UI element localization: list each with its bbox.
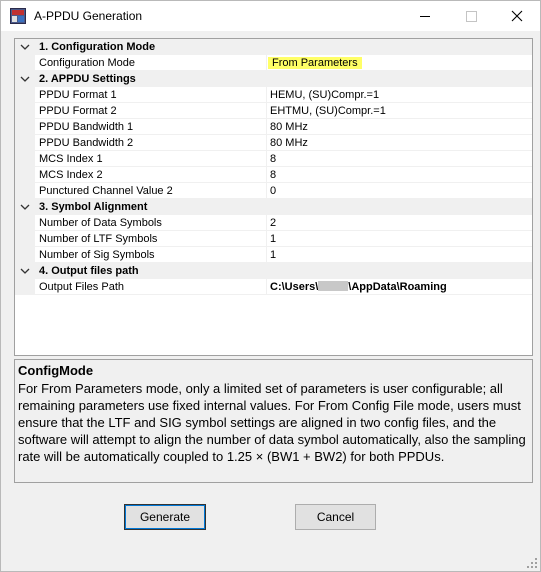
chevron-down-icon[interactable]	[19, 263, 31, 279]
property-value-text: 8	[270, 153, 277, 165]
category-label: 3. Symbol Alignment	[39, 201, 148, 213]
property-row[interactable]	[15, 87, 533, 103]
property-value[interactable]	[270, 183, 276, 199]
category-row[interactable]	[15, 199, 533, 215]
help-description: For From Parameters mode, only a limited set of parameters is user configurable; all remaining parameters use fixed internal values. For From Config File mode, users must ensure that the LTF and SIG symbol settings are aligned in two config files, and the software will attempt to align the number of data symbol automatically, also the sampling rate will be automatically coupled to 1.25 × (BW1 + BW2) for both PPDUs.	[18, 381, 526, 464]
property-name: Number of Data Symbols	[39, 217, 162, 229]
row-gutter	[15, 103, 35, 119]
close-button[interactable]	[494, 1, 540, 31]
row-gutter	[15, 183, 35, 199]
row-gutter	[15, 215, 35, 231]
property-value[interactable]	[270, 167, 276, 183]
minimize-icon	[420, 16, 430, 17]
property-value[interactable]	[270, 135, 308, 151]
property-row[interactable]	[15, 183, 533, 199]
property-row[interactable]	[15, 135, 533, 151]
property-value-text: HEMU, (SU)Compr.=1	[270, 89, 380, 101]
property-name: MCS Index 2	[39, 169, 103, 181]
category-row[interactable]	[15, 263, 533, 279]
property-value-text: 1	[270, 233, 277, 245]
property-value[interactable]	[270, 119, 308, 135]
property-row[interactable]	[15, 167, 533, 183]
maximize-icon	[466, 11, 477, 22]
property-name: Output Files Path	[39, 281, 124, 293]
chevron-down-icon[interactable]	[19, 71, 31, 87]
column-divider[interactable]	[266, 55, 267, 71]
property-value-text: EHTMU, (SU)Compr.=1	[270, 105, 386, 117]
resize-grip-icon[interactable]	[526, 557, 538, 569]
path-prefix: C:\Users\	[270, 281, 319, 293]
category-label: 4. Output files path	[39, 265, 139, 277]
property-value-text: From Parameters	[268, 57, 362, 69]
property-value[interactable]	[270, 279, 447, 295]
cancel-button[interactable]: Cancel	[295, 504, 376, 530]
close-icon	[511, 10, 523, 22]
app-icon	[10, 8, 26, 24]
minimize-button[interactable]	[402, 1, 448, 31]
property-name: Configuration Mode	[39, 57, 136, 69]
property-name: Punctured Channel Value 2	[39, 185, 173, 197]
property-name: PPDU Format 2	[39, 105, 117, 117]
redacted-username	[318, 281, 348, 291]
column-divider[interactable]	[266, 231, 267, 247]
row-gutter	[15, 167, 35, 183]
property-value[interactable]	[270, 247, 276, 263]
property-value-text: 80 MHz	[270, 137, 308, 149]
row-gutter	[15, 247, 35, 263]
column-divider[interactable]	[266, 215, 267, 231]
chevron-down-icon[interactable]	[19, 39, 31, 55]
property-value[interactable]	[270, 87, 379, 103]
property-grid[interactable]	[14, 38, 533, 356]
row-gutter	[15, 151, 35, 167]
category-label: 2. APPDU Settings	[39, 73, 136, 85]
column-divider[interactable]	[266, 151, 267, 167]
column-divider[interactable]	[266, 87, 267, 103]
property-row[interactable]	[15, 119, 533, 135]
category-row[interactable]	[15, 39, 533, 55]
row-gutter	[15, 55, 35, 71]
property-value[interactable]	[270, 215, 276, 231]
property-value-text: 1	[270, 249, 277, 261]
column-divider[interactable]	[266, 119, 267, 135]
generate-button[interactable]: Generate	[124, 504, 206, 530]
column-divider[interactable]	[266, 183, 267, 199]
property-value-text: 2	[270, 217, 277, 229]
property-name: PPDU Bandwidth 1	[39, 121, 134, 133]
property-name: MCS Index 1	[39, 153, 103, 165]
maximize-button[interactable]	[448, 1, 494, 31]
property-value[interactable]	[270, 55, 362, 71]
row-gutter	[15, 135, 35, 151]
property-row[interactable]	[15, 215, 533, 231]
property-value-text: 80 MHz	[270, 121, 308, 133]
category-label: 1. Configuration Mode	[39, 41, 156, 53]
property-row[interactable]	[15, 279, 533, 295]
property-row[interactable]	[15, 231, 533, 247]
row-gutter	[15, 279, 35, 295]
row-gutter	[15, 231, 35, 247]
property-name: Number of LTF Symbols	[39, 233, 158, 245]
property-value-text: 8	[270, 169, 277, 181]
column-divider[interactable]	[266, 167, 267, 183]
help-title: ConfigMode	[18, 363, 94, 378]
property-value-text: 0	[270, 185, 277, 197]
help-panel	[14, 359, 533, 483]
property-name: PPDU Bandwidth 2	[39, 137, 134, 149]
column-divider[interactable]	[266, 247, 267, 263]
property-value[interactable]	[270, 231, 276, 247]
window-title: A-PPDU Generation	[34, 9, 143, 23]
property-row[interactable]	[15, 151, 533, 167]
property-name: PPDU Format 1	[39, 89, 117, 101]
title-bar	[1, 1, 540, 31]
property-value[interactable]	[270, 151, 276, 167]
property-name: Number of Sig Symbols	[39, 249, 155, 261]
column-divider[interactable]	[266, 103, 267, 119]
column-divider[interactable]	[266, 279, 267, 295]
row-gutter	[15, 87, 35, 103]
column-divider[interactable]	[266, 135, 267, 151]
chevron-down-icon[interactable]	[19, 199, 31, 215]
property-row[interactable]	[15, 103, 533, 119]
row-gutter	[15, 119, 35, 135]
property-row[interactable]	[15, 55, 533, 71]
property-value[interactable]	[270, 103, 386, 119]
path-suffix: \AppData\Roaming	[348, 281, 447, 293]
category-row[interactable]	[15, 71, 533, 87]
property-row[interactable]	[15, 247, 533, 263]
